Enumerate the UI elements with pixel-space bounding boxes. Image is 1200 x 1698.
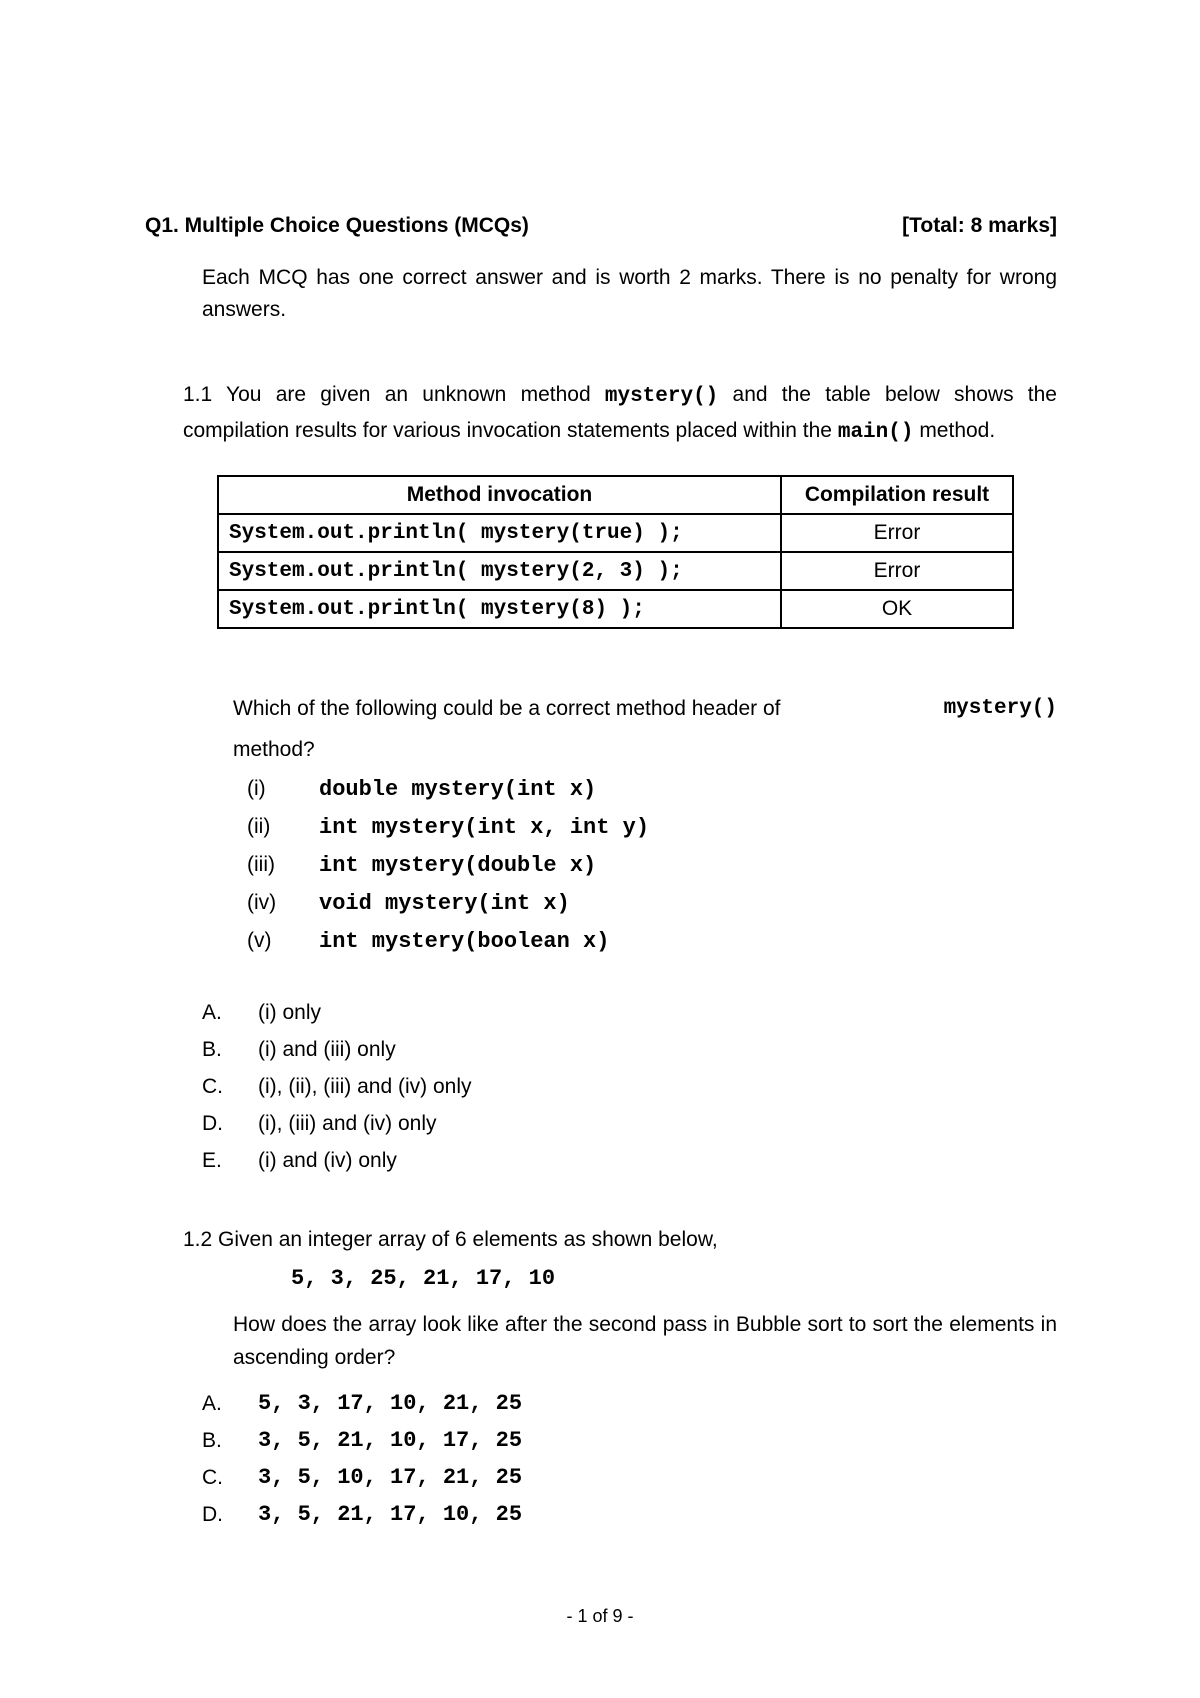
option-code: void mystery(int x): [319, 890, 570, 916]
question-header: [145, 214, 1057, 238]
q1-1-text-c: method.: [919, 419, 996, 442]
option-number: (iii): [247, 853, 275, 876]
answer-letter: D.: [202, 1502, 223, 1526]
answer-text: (i), (ii), (iii) and (iv) only: [258, 1074, 472, 1098]
answer-choice[interactable]: [202, 1422, 522, 1459]
q1-2-array: 5, 3, 25, 21, 17, 10: [291, 1266, 556, 1291]
q1-1-text-a: You are given an unknown method: [226, 383, 591, 406]
which-text: Which of the following could be a correct method header of: [233, 697, 781, 720]
answer-choice[interactable]: [202, 994, 472, 1031]
q1-2-answer-list: [202, 1385, 522, 1533]
table-cell-code: System.out.println( mystery(2, 3) );: [218, 552, 781, 590]
answer-choice[interactable]: [202, 1105, 472, 1142]
answer-letter: C.: [202, 1074, 223, 1098]
answer-choice[interactable]: [202, 1385, 522, 1422]
answer-text: (i), (iii) and (iv) only: [258, 1111, 437, 1135]
answer-letter: A.: [202, 1391, 222, 1415]
table-cell-result: Error: [781, 514, 1013, 552]
answer-choice[interactable]: [202, 1068, 472, 1105]
option-number: (iv): [247, 891, 277, 914]
answer-letter: B.: [202, 1037, 222, 1061]
table-cell-code: System.out.println( mystery(8) );: [218, 590, 781, 628]
list-item: [247, 884, 649, 922]
answer-text: (i) only: [258, 1000, 322, 1024]
table-row: [218, 514, 1013, 552]
answer-letter: A.: [202, 1000, 222, 1024]
q1-2-number: 1.2: [183, 1228, 213, 1251]
answer-letter: B.: [202, 1428, 222, 1452]
q1-2-text: Given an integer array of 6 elements as shown below,: [218, 1228, 718, 1251]
answer-code: 3, 5, 10, 17, 21, 25: [258, 1465, 523, 1490]
answer-choice[interactable]: [202, 1031, 472, 1068]
table-cell-result: OK: [781, 590, 1013, 628]
option-code: int mystery(boolean x): [319, 928, 610, 954]
table-header-row: [218, 476, 1013, 514]
q1-1-main-name: main(): [837, 421, 914, 444]
which-method: mystery(): [943, 697, 1057, 720]
answer-code: 5, 3, 17, 10, 21, 25: [258, 1391, 523, 1416]
option-number: (v): [247, 929, 272, 952]
answer-text: (i) and (iv) only: [258, 1148, 397, 1172]
q1-1-text-b: and the table below shows the compilation results for various invocation statements placed within the: [183, 383, 1057, 442]
answer-letter: C.: [202, 1465, 223, 1489]
answer-letter: D.: [202, 1111, 223, 1135]
table-header-invocation: Method invocation: [218, 476, 781, 514]
header-options-list: [247, 770, 649, 960]
table-row: [218, 552, 1013, 590]
option-code: double mystery(int x): [319, 776, 597, 802]
invocation-table: [217, 475, 1014, 629]
list-item: [247, 808, 649, 846]
question-title: Q1. Multiple Choice Questions (MCQs): [145, 214, 529, 237]
list-item: [247, 770, 649, 808]
table-cell-result: Error: [781, 552, 1013, 590]
table-header-result: Compilation result: [781, 476, 1013, 514]
list-item: [247, 922, 649, 960]
question-intro: Each MCQ has one correct answer and is worth 2 marks. There is no penalty for wrong answers.: [202, 266, 1057, 321]
list-item: [247, 846, 649, 884]
answer-text: (i) and (iii) only: [258, 1037, 396, 1061]
table-row: [218, 590, 1013, 628]
question-1-1: [183, 378, 1057, 450]
question-1-2: [183, 1228, 718, 1252]
q1-1-number: 1.1: [183, 383, 213, 406]
answer-code: 3, 5, 21, 17, 10, 25: [258, 1502, 523, 1527]
which-question: [233, 688, 1057, 770]
option-code: int mystery(int x, int y): [319, 814, 650, 840]
table-cell-code: System.out.println( mystery(true) );: [218, 514, 781, 552]
answer-choice[interactable]: [202, 1496, 522, 1533]
question-total-marks: [Total: 8 marks]: [902, 214, 1057, 237]
option-code: int mystery(double x): [319, 852, 597, 878]
page-footer: - 1 of 9 -: [566, 1606, 634, 1626]
q1-1-method-name: mystery(): [604, 385, 719, 408]
option-number: (ii): [247, 815, 271, 838]
option-number: (i): [247, 777, 266, 800]
q1-2-how: How does the array look like after the second pass in Bubble sort to sort the elements in ascending order?: [233, 1313, 1057, 1369]
answer-letter: E.: [202, 1148, 222, 1172]
which-end: method?: [233, 738, 315, 761]
q1-1-answer-list: [202, 994, 472, 1179]
answer-choice[interactable]: [202, 1459, 522, 1496]
answer-choice[interactable]: [202, 1142, 472, 1179]
answer-code: 3, 5, 21, 10, 17, 25: [258, 1428, 523, 1453]
